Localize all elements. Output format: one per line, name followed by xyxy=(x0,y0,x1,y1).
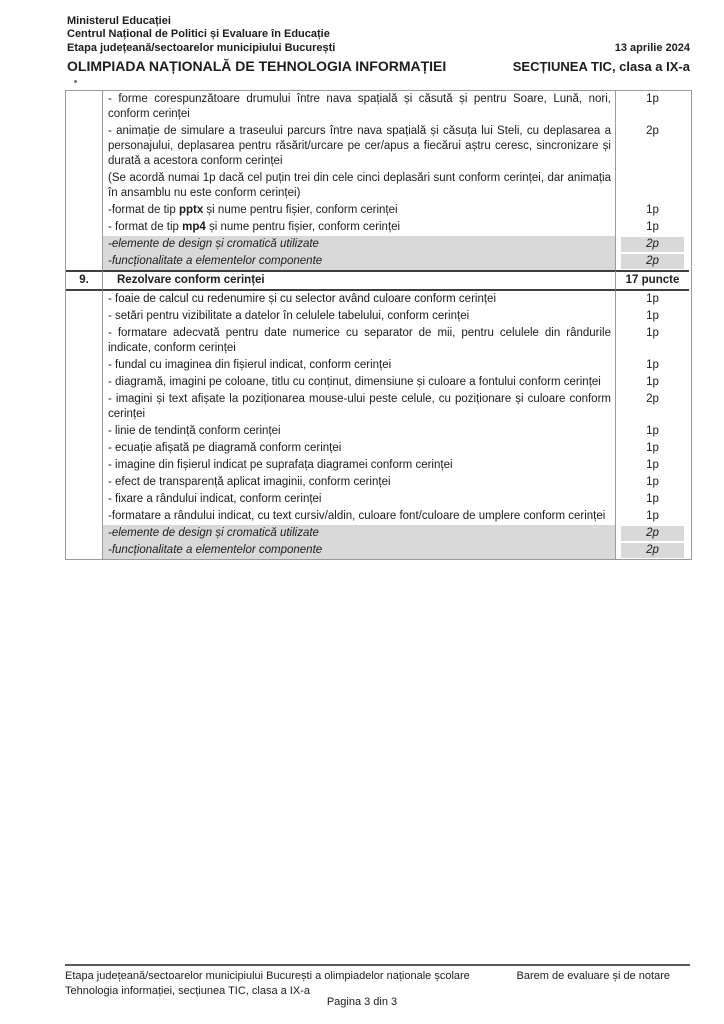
doc-footer xyxy=(65,964,690,998)
footer-barem-text: Barem de evaluare și de notare xyxy=(516,970,670,982)
item-number-cell xyxy=(66,325,103,357)
section-points: 17 puncte xyxy=(616,270,689,291)
item-text: - ecuație afișată pe diagramă conform cerinței xyxy=(103,440,616,457)
item-points-highlight: 2p xyxy=(621,543,684,558)
item-number-cell xyxy=(66,253,103,270)
item-points: 1p xyxy=(646,459,659,471)
footer-subject-text: Tehnologia informației, secțiunea TIC, clasa a IX-a xyxy=(65,984,310,997)
item-text: - fundal cu imaginea din fișierul indicat, conform cerinței xyxy=(103,357,616,374)
item-text: -elemente de design și cromatică utilizate xyxy=(103,525,616,542)
item-points-highlight: 2p xyxy=(621,254,684,269)
item-number-cell xyxy=(66,474,103,491)
section-title: Rezolvare conform cerinței xyxy=(103,270,616,291)
date-label: 13 aprilie 2024 xyxy=(614,41,690,54)
item-points xyxy=(616,170,689,202)
item-number-cell xyxy=(66,491,103,508)
item-points xyxy=(616,236,689,253)
rubric-table xyxy=(65,90,692,560)
item-number-cell xyxy=(66,457,103,474)
item-text: - imagine din fișierul indicat pe suprafața diagramei conform cerinței xyxy=(103,457,616,474)
item-points: 1p xyxy=(646,476,659,488)
item-points: 2p xyxy=(646,393,659,405)
item-number-cell xyxy=(66,91,103,123)
item-text: - fixare a rândului indicat, conform cerinței xyxy=(103,491,616,508)
item-text: -format de tip pptx și nume pentru fișier, conform cerinței xyxy=(103,202,616,219)
item-number-cell xyxy=(66,374,103,391)
item-text: - diagramă, imagini pe coloane, titlu cu conținut, dimensiune și culoare a fontului conform cerinței xyxy=(103,374,616,391)
item-text: - imagini și text afișate la poziționarea mouse-ului peste celule, cu poziționare și culoare conform cerinței xyxy=(103,391,616,423)
item-points xyxy=(616,542,689,559)
item-points: 1p xyxy=(646,493,659,505)
item-number-cell xyxy=(66,542,103,559)
doc-header xyxy=(67,15,690,74)
item-number-cell xyxy=(66,202,103,219)
item-number-cell xyxy=(66,391,103,423)
item-points: 1p xyxy=(646,510,659,522)
item-text: - linie de tendință conform cerinței xyxy=(103,423,616,440)
item-number-cell xyxy=(66,170,103,202)
item-points: 1p xyxy=(646,221,659,233)
item-number-cell xyxy=(66,291,103,308)
section-label: SECȚIUNEA TIC, clasa a IX-a xyxy=(512,59,690,75)
item-number-cell xyxy=(66,508,103,525)
item-number-cell xyxy=(66,423,103,440)
scan-artifact-dot xyxy=(74,80,77,83)
page-number: Pagina 3 din 3 xyxy=(326,996,398,1008)
item-number-cell xyxy=(66,525,103,542)
item-points-highlight: 2p xyxy=(621,526,684,541)
item-points: 1p xyxy=(646,93,659,105)
center-line: Centrul Național de Politici și Evaluare în Educație xyxy=(67,28,330,41)
item-points: 1p xyxy=(646,376,659,388)
item-text: - animație de simulare a traseului parcurs între nava spațială și căsuța lui Steli, cu deplasarea a personajului, deplasarea pentru răsărit/urcare pe cer/apus a fiecărui aștru ceresc, sincronizare și durată a acestora conform cerinței xyxy=(103,123,616,170)
item-text: - formatare adecvată pentru date numerice cu separator de mii, pentru celulele din rândurile indicate, conform cerinței xyxy=(103,325,616,357)
item-number-cell xyxy=(66,236,103,253)
doc-title: OLIMPIADA NAȚIONALĂ DE TEHNOLOGIA INFORMAȚIEI xyxy=(67,58,447,75)
item-number-cell xyxy=(66,123,103,170)
item-text: - forme corespunzătoare drumului între nava spațială și căsută și pentru Soare, Lună, nori, conform cerinței xyxy=(103,91,616,123)
item-number-cell xyxy=(66,357,103,374)
item-points: 1p xyxy=(646,442,659,454)
item-text: - efect de transparență aplicat imaginii, conform cerinței xyxy=(103,474,616,491)
item-number-cell xyxy=(66,219,103,236)
footer-stage-text: Etapa județeană/sectoarelor municipiului București a olimpiadelor naționale școlare xyxy=(65,970,470,982)
item-number-cell xyxy=(66,440,103,457)
item-text: (Se acordă numai 1p dacă cel puțin trei din cele cinci deplasări sunt conform cerinței, dar animația în ansamblu nu este conform cerinței) xyxy=(103,170,616,202)
item-points: 1p xyxy=(646,359,659,371)
item-text: - setări pentru vizibilitate a datelor în celulele tabelului, conform cerinței xyxy=(103,308,616,325)
item-text: -funcționalitate a elementelor componente xyxy=(103,542,616,559)
stage-line: Etapa județeană/sectoarelor municipiului București xyxy=(67,41,336,54)
item-points: 1p xyxy=(646,204,659,216)
item-text: -elemente de design și cromatică utilizate xyxy=(103,236,616,253)
item-points: 1p xyxy=(646,293,659,305)
item-points xyxy=(616,253,689,270)
item-text: -formatare a rândului indicat, cu text cursiv/aldin, culoare font/culoare de umplere conform cerinței xyxy=(103,508,616,525)
item-points xyxy=(616,525,689,542)
section-number: 9. xyxy=(66,270,103,291)
item-text: - format de tip mp4 și nume pentru fișier, conform cerinței xyxy=(103,219,616,236)
item-points: 2p xyxy=(646,125,659,137)
item-points: 1p xyxy=(646,425,659,437)
item-text: - foaie de calcul cu redenumire și cu selector având culoare conform cerinței xyxy=(103,291,616,308)
item-points: 1p xyxy=(646,310,659,322)
ministry-line: Ministerul Educației xyxy=(67,15,171,27)
item-number-cell xyxy=(66,308,103,325)
item-text: -funcționalitate a elementelor componente xyxy=(103,253,616,270)
item-points: 1p xyxy=(646,327,659,339)
item-points-highlight: 2p xyxy=(621,237,684,252)
